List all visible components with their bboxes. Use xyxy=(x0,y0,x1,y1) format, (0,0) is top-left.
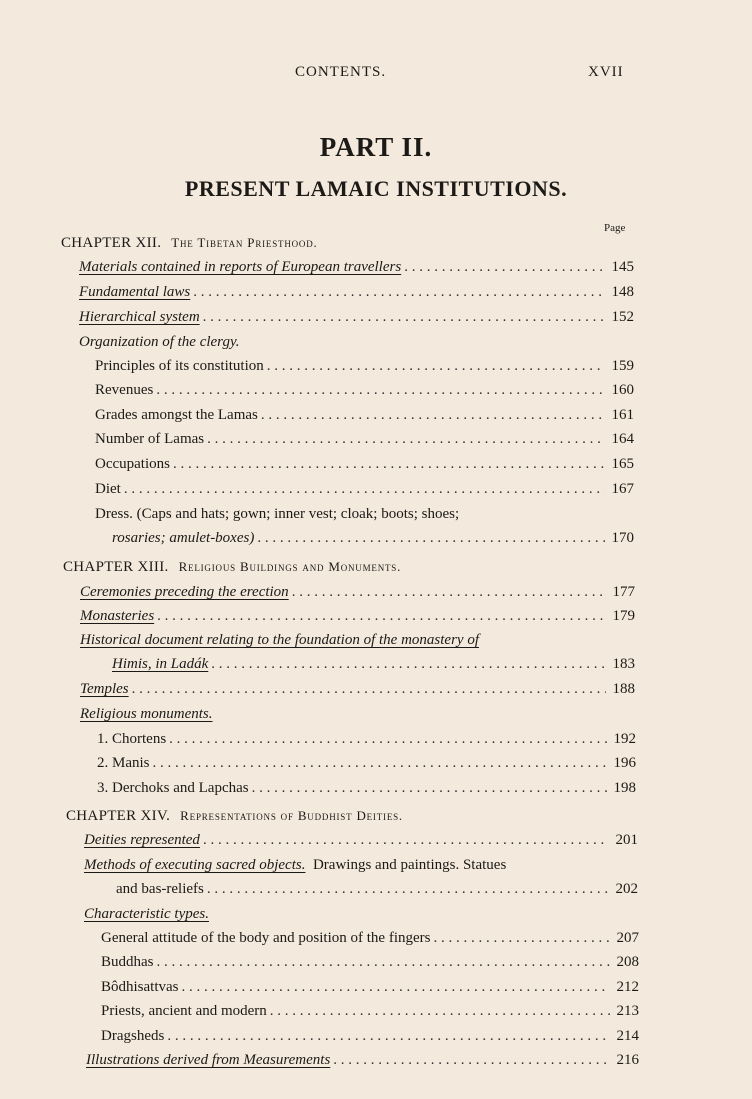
chapter-name: Religious Buildings and Monuments. xyxy=(178,559,402,574)
toc-entry xyxy=(101,1025,639,1047)
toc-entry xyxy=(79,306,634,328)
leader-dots xyxy=(153,752,608,774)
leader-dots xyxy=(167,1025,610,1047)
leader-dots xyxy=(193,281,605,303)
toc-entry xyxy=(95,478,634,500)
entry-page: 198 xyxy=(613,780,636,796)
leader-dots xyxy=(404,256,605,278)
entry-title-continuation: Himis, in Ladák xyxy=(112,656,209,672)
toc-entry xyxy=(101,927,639,949)
entry-page: 196 xyxy=(613,755,636,771)
entry-page: 212 xyxy=(616,979,639,995)
entry-title: Number of Lamas xyxy=(95,431,205,447)
leader-dots xyxy=(292,581,606,603)
chapter-number: CHAPTER XII. xyxy=(61,235,162,251)
entry-page: 148 xyxy=(611,284,634,300)
entry-title: Revenues xyxy=(95,382,154,398)
leader-dots xyxy=(182,976,611,998)
entry-page: 160 xyxy=(611,382,634,398)
toc-entry xyxy=(86,1049,639,1071)
entry-title: Buddhas xyxy=(101,954,154,970)
toc-entry-first-line xyxy=(80,629,479,651)
toc-subheading xyxy=(80,703,213,725)
entry-page: 188 xyxy=(612,681,635,697)
leader-dots xyxy=(173,453,605,475)
leader-dots xyxy=(169,728,607,750)
chapter-heading xyxy=(63,556,401,578)
toc-entry xyxy=(80,605,635,627)
toc-entry-first-line xyxy=(84,854,506,876)
entry-page: 152 xyxy=(611,309,634,325)
entry-page: 179 xyxy=(612,608,635,624)
entry-title: Monasteries xyxy=(80,608,155,624)
entry-page: 213 xyxy=(616,1003,639,1019)
part-subtitle: PRESENT LAMAIC INSTITUTIONS. xyxy=(184,176,568,201)
toc-entry xyxy=(101,1000,639,1022)
leader-dots xyxy=(132,678,606,700)
entry-page: 214 xyxy=(616,1028,639,1044)
entry-title: Historical document relating to the foundation of the monastery of xyxy=(80,632,479,648)
running-head-page-number: XVII xyxy=(588,64,624,80)
toc-subheading xyxy=(84,903,209,925)
entry-title: Hierarchical system xyxy=(79,309,200,325)
entry-title: Bôdhisattvas xyxy=(101,979,179,995)
toc-entry xyxy=(84,829,638,851)
entry-title: Diet xyxy=(95,481,121,497)
toc-entry xyxy=(97,728,636,750)
entry-title: Illustrations derived from Measurements xyxy=(86,1052,331,1068)
toc-entry-continuation xyxy=(116,878,638,900)
entry-title: 2. Manis xyxy=(97,755,150,771)
toc-entry xyxy=(95,428,634,450)
entry-page: 170 xyxy=(611,530,634,546)
leader-dots xyxy=(434,927,611,949)
entry-title-continuation: rosaries; amulet-boxes) xyxy=(112,530,255,546)
toc-entry xyxy=(80,581,635,603)
leader-dots xyxy=(270,1000,610,1022)
toc-entry xyxy=(79,281,634,303)
toc-entry-continuation xyxy=(112,527,634,549)
entry-page: 207 xyxy=(616,930,639,946)
toc-entry xyxy=(95,355,634,377)
entry-page: 192 xyxy=(613,731,636,747)
leader-dots xyxy=(203,829,609,851)
entry-page: 183 xyxy=(612,656,635,672)
entry-page: 202 xyxy=(615,881,638,897)
entry-title: Deities represented xyxy=(84,832,200,848)
chapter-number: CHAPTER XIII. xyxy=(63,559,169,575)
chapter-name: Representations of Buddhist Deities. xyxy=(180,808,403,823)
entry-title: Fundamental laws xyxy=(79,284,191,300)
toc-entry xyxy=(79,256,634,278)
entry-title: Ceremonies preceding the erection xyxy=(80,584,289,600)
entry-title: General attitude of the body and position of the fingers xyxy=(101,930,431,946)
entry-title: Methods of executing sacred objects. xyxy=(84,857,306,873)
leader-dots xyxy=(157,951,611,973)
entry-title-roman: Drawings and paintings. Statues xyxy=(312,857,507,873)
entry-page: 165 xyxy=(611,456,634,472)
toc-entry-first-line xyxy=(95,503,459,525)
entry-title: Materials contained in reports of European travellers xyxy=(79,259,402,275)
entry-title: Priests, ancient and modern xyxy=(101,1003,267,1019)
leader-dots xyxy=(257,527,605,549)
entry-page: 145 xyxy=(611,259,634,275)
leader-dots xyxy=(333,1049,610,1071)
toc-entry xyxy=(95,379,634,401)
entry-page: 161 xyxy=(611,407,634,423)
leader-dots xyxy=(267,355,605,377)
entry-page: 159 xyxy=(611,358,634,374)
entry-title: Characteristic types. xyxy=(84,906,209,922)
leader-dots xyxy=(211,653,606,675)
entry-page: 216 xyxy=(616,1052,639,1068)
leader-dots xyxy=(124,478,605,500)
part-title: PART II. xyxy=(319,132,433,162)
toc-subheading xyxy=(79,331,240,353)
toc-entry xyxy=(97,777,636,799)
leader-dots xyxy=(156,379,605,401)
chapter-heading xyxy=(66,805,403,827)
chapter-name: The Tibetan Priesthood. xyxy=(171,235,318,250)
entry-title: Temples xyxy=(80,681,129,697)
chapter-heading xyxy=(61,232,318,254)
leader-dots xyxy=(207,428,605,450)
page-column-label: Page xyxy=(604,222,626,234)
toc-entry xyxy=(80,678,635,700)
entry-title-continuation: and bas-reliefs xyxy=(116,881,204,897)
chapter-number: CHAPTER XIV. xyxy=(66,808,171,824)
entry-title: Dress. (Caps and hats; gown; inner vest; cloak; boots; shoes; xyxy=(95,506,460,522)
leader-dots xyxy=(157,605,606,627)
entry-page: 208 xyxy=(616,954,639,970)
entry-title: 1. Chortens xyxy=(97,731,167,747)
entry-page: 164 xyxy=(611,431,634,447)
entry-page: 167 xyxy=(611,481,634,497)
leader-dots xyxy=(252,777,607,799)
entry-page: 201 xyxy=(615,832,638,848)
toc-entry xyxy=(97,752,636,774)
toc-entry-continuation xyxy=(112,653,635,675)
entry-title: 3. Derchoks and Lapchas xyxy=(97,780,249,796)
entry-title: Principles of its constitution xyxy=(95,358,264,374)
entry-title: Religious monuments. xyxy=(80,706,213,722)
running-head xyxy=(0,64,752,84)
toc-entry xyxy=(95,453,634,475)
entry-title: Dragsheds xyxy=(101,1028,165,1044)
entry-page: 177 xyxy=(612,584,635,600)
toc-entry xyxy=(101,976,639,998)
entry-title: Organization of the clergy. xyxy=(79,334,240,350)
leader-dots xyxy=(261,404,605,426)
running-head-title: CONTENTS. xyxy=(295,64,387,80)
toc-entry xyxy=(95,404,634,426)
leader-dots xyxy=(203,306,605,328)
toc-entry xyxy=(101,951,639,973)
entry-title: Grades amongst the Lamas xyxy=(95,407,258,423)
leader-dots xyxy=(207,878,609,900)
entry-title: Occupations xyxy=(95,456,170,472)
